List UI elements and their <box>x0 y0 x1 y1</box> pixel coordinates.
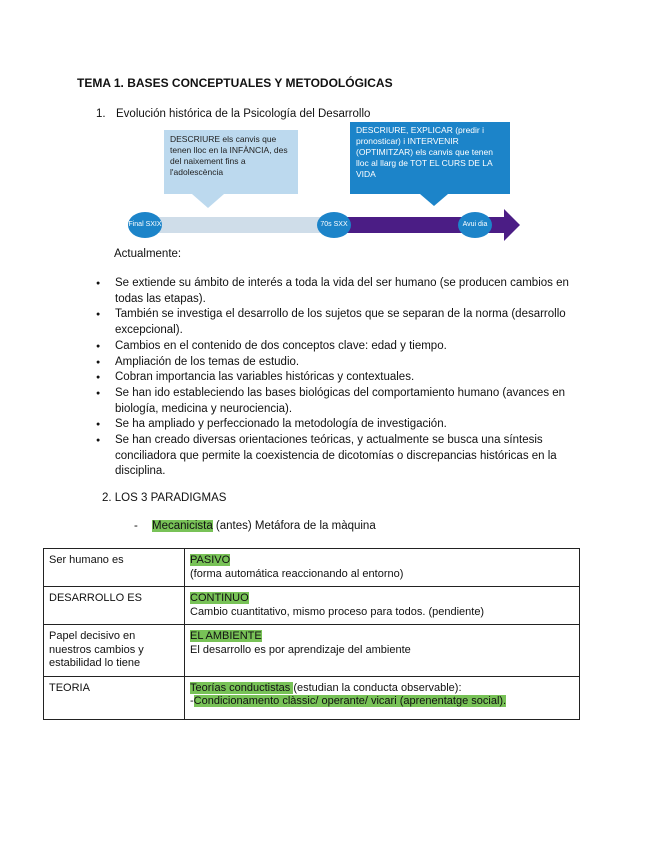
table-cell-label: Ser humano es <box>44 549 185 587</box>
value-prefix: - <box>190 695 194 707</box>
section1-heading <box>96 108 370 120</box>
value-description: Cambio cuantitativo, mismo proceso para todos. (pendiente) <box>190 605 485 618</box>
table-cell-label: Papel decisivo en nuestros cambios y estabilidad lo tiene <box>44 625 185 677</box>
timeline-diagram <box>122 120 532 250</box>
callout-infancia-pointer <box>192 194 224 208</box>
value-highlight-2: Condicionamento clàssic/ operante/ vicari (aprenentatge social). <box>193 695 507 707</box>
timeline-bar-early <box>138 217 334 233</box>
list-item: ● Se han creado diversas orientaciones teóricas, y actualmente se busca una síntesis conciliadora que permite la coexistencia de dicotomías o discrepancias históricas en la disciplina. <box>96 433 586 480</box>
timeline-node-70s-sxx: 70s SXX <box>317 212 351 238</box>
mecanicista-rest: (antes) Metáfora de la màquina <box>212 520 376 532</box>
value-highlight: Teorías conductistas <box>190 681 294 694</box>
timeline-arrowhead-icon <box>504 209 520 241</box>
table-row <box>44 676 580 719</box>
value-highlight: CONTINUO <box>190 592 249 604</box>
section1-label: Evolución histórica de la Psicología del Desarrollo <box>116 108 371 120</box>
list-item: ● Cobran importancia las variables históricas y contextuales. <box>96 370 586 386</box>
list-item: ● Ampliación de los temas de estudio. <box>96 355 586 371</box>
callout-infancia: DESCRIURE els canvis que tenen lloc en la INFÀNCIA, des del naixement fins a l'adolescència <box>164 130 298 194</box>
table-cell-label: DESARROLLO ES <box>44 587 185 625</box>
value-description: (forma automática reaccionando al entorno) <box>190 567 404 580</box>
value-after: (estudian la conducta observable): <box>293 681 462 694</box>
table-cell-value <box>185 549 580 587</box>
table-cell-label: TEORIA <box>44 676 185 719</box>
table-row <box>44 549 580 587</box>
timeline-node-final-sxix: Final SXIX <box>128 212 162 238</box>
list-item: ● Se han ido estableciendo las bases biológicas del comportamiento humano (avances en biología, medicina y neurociencia). <box>96 386 586 417</box>
mecanicista-dash: - <box>134 520 138 532</box>
table-cell-value <box>185 587 580 625</box>
mecanicista-line <box>134 520 376 532</box>
actualmente-label: Actualmente: <box>114 248 182 260</box>
list-item: ● Se extiende su ámbito de interés a toda la vida del ser humano (se producen cambios en todas las etapas). <box>96 276 586 307</box>
timeline-node-avui-dia: Avui dia <box>458 212 492 238</box>
paradigm-table <box>43 548 580 720</box>
value-description: El desarrollo es por aprendizaje del ambiente <box>190 643 411 656</box>
list-item: ● Cambios en el contenido de dos conceptos clave: edad y tiempo. <box>96 339 586 355</box>
callout-curs-vida: DESCRIURE, EXPLICAR (predir i pronosticar) i INTERVENIR (OPTIMITZAR) els canvis que tenen lloc al llarg de TOT EL CURS DE LA VIDA <box>350 122 510 194</box>
list-item: ● También se investiga el desarrollo de los sujetos que se separan de la norma (desarrollo excepcional). <box>96 307 586 338</box>
list-item: ● Se ha ampliado y perfeccionado la metodología de investigación. <box>96 417 586 433</box>
value-highlight: PASIVO <box>190 554 231 566</box>
bullet-list <box>96 276 586 480</box>
mecanicista-highlight: Mecanicista <box>152 520 213 532</box>
document-title: TEMA 1. BASES CONCEPTUALES Y METODOLÓGICAS <box>77 76 393 90</box>
table-cell-value <box>185 676 580 719</box>
table-row <box>44 587 580 625</box>
section2-heading: 2. LOS 3 PARADIGMAS <box>102 492 227 504</box>
table-row <box>44 625 580 677</box>
table-cell-value <box>185 625 580 677</box>
callout-curs-vida-pointer <box>420 194 448 206</box>
value-highlight: EL AMBIENTE <box>190 630 262 642</box>
section1-number: 1. <box>96 108 106 120</box>
